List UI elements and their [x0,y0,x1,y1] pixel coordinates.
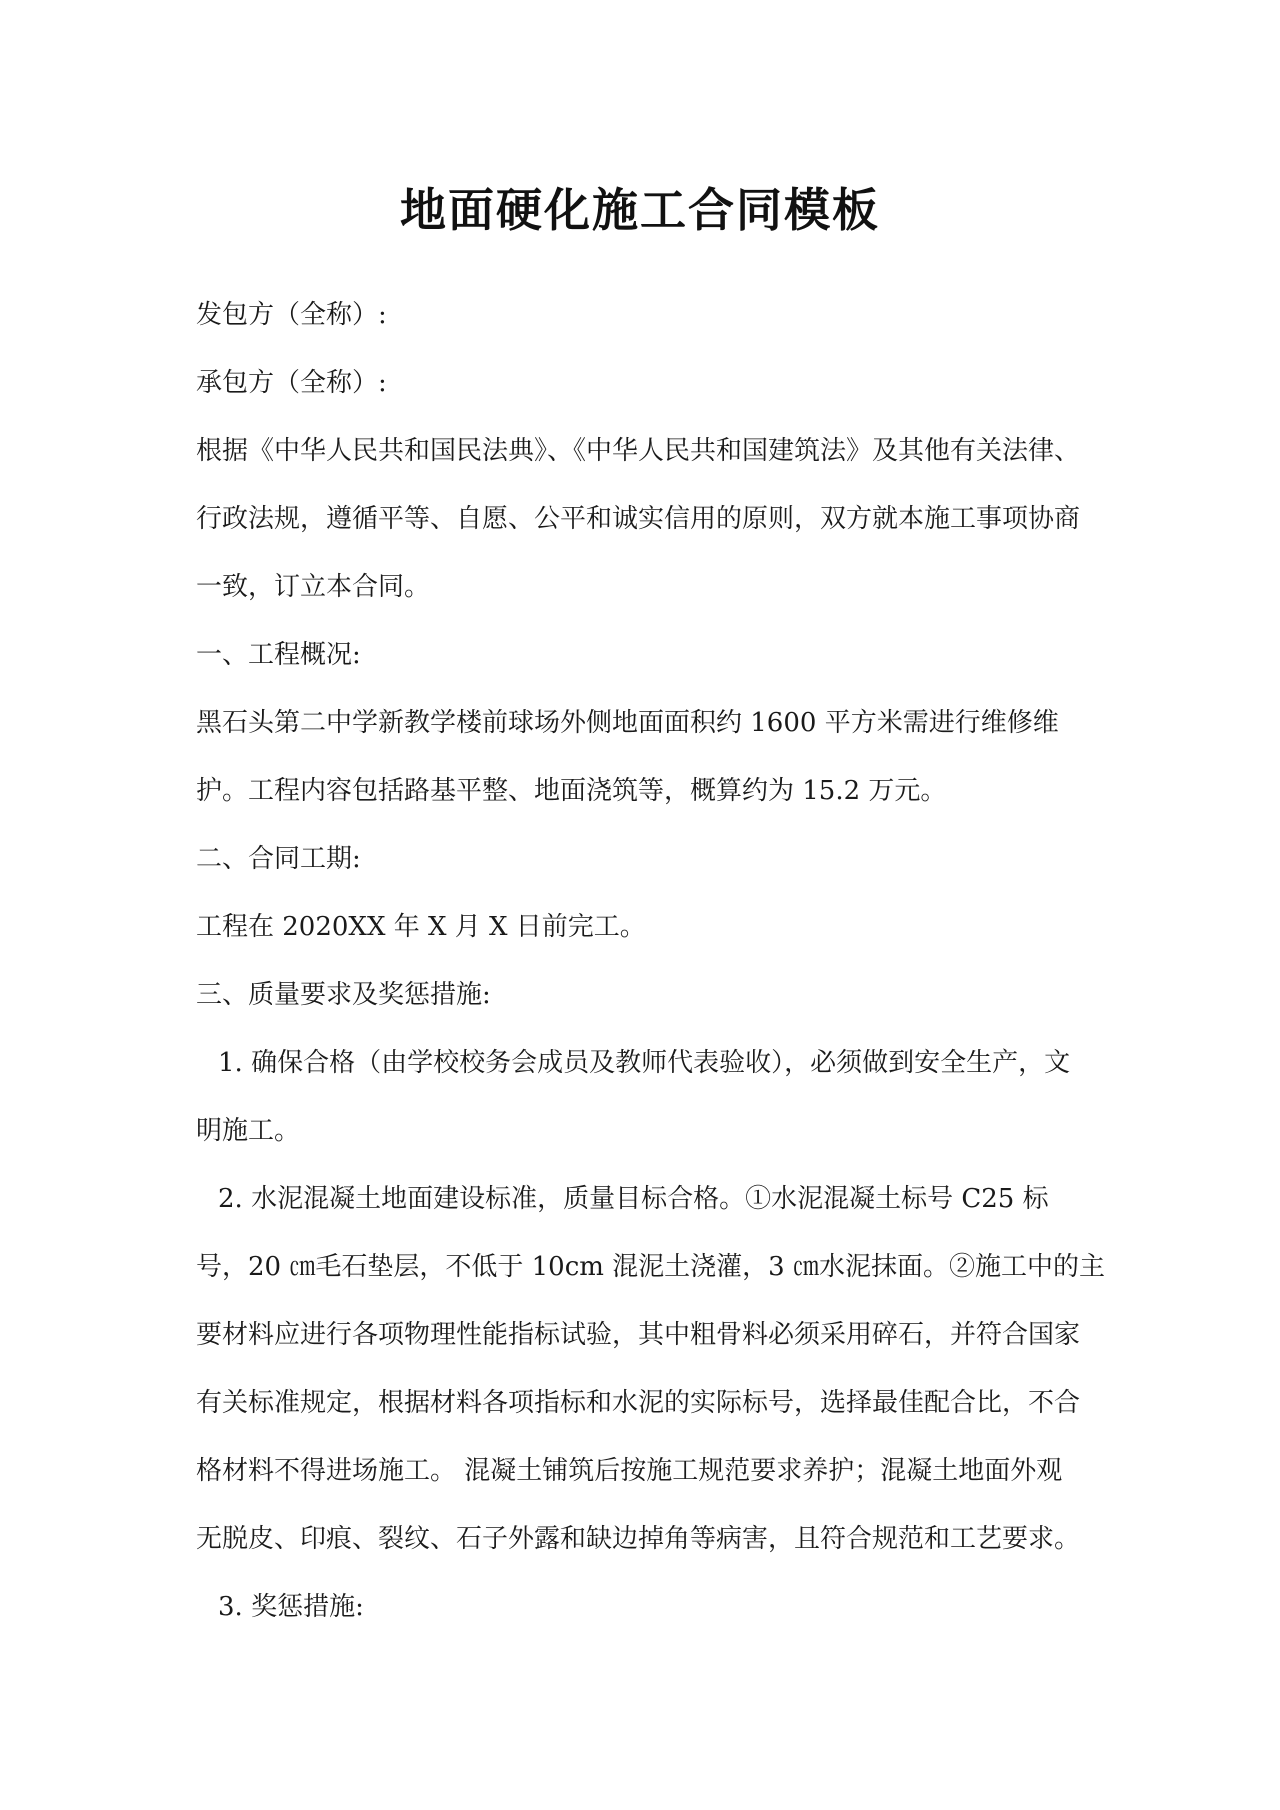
section-heading: 二、合同工期: [196,844,361,874]
list-item: 2. 水泥混凝土地面建设标准，质量目标合格。①水泥混凝土标号 C25 标 [218,1184,1049,1214]
section-heading: 三、质量要求及奖惩措施: [196,980,491,1010]
paragraph-line: 行政法规，遵循平等、自愿、公平和诚实信用的原则，双方就本施工事项协商 [196,504,1081,534]
paragraph-line: 护。工程内容包括路基平整、地面浇筑等，概算约为 15.2 万元。 [196,776,947,806]
paragraph-line: 要材料应进行各项物理性能指标试验，其中粗骨料必须采用碎石，并符合国家 [196,1320,1081,1350]
paragraph-line: 根据《中华人民共和国民法典》、《中华人民共和国建筑法》及其他有关法律、 [196,436,1081,466]
section-heading: 一、工程概况: [196,640,361,670]
paragraph-line: 格材料不得进场施工。 混凝土铺筑后按施工规范要求养护；混凝土地面外观 [196,1456,1063,1486]
paragraph-line: 有关标准规定，根据材料各项指标和水泥的实际标号，选择最佳配合比，不合 [196,1388,1081,1418]
document-title: 地面硬化施工合同模板 [400,183,880,237]
party-b-line: 承包方（全称）: [196,368,387,398]
paragraph-line: 黑石头第二中学新教学楼前球场外侧地面面积约 1600 平方米需进行维修维 [196,708,1059,738]
paragraph-line: 一致，订立本合同。 [196,572,431,602]
paragraph-line: 无脱皮、印痕、裂纹、石子外露和缺边掉角等病害，且符合规范和工艺要求。 [196,1524,1081,1554]
paragraph-line: 工程在 2020XX 年 X 月 X 日前完工。 [196,912,646,942]
party-a-line: 发包方（全称）: [196,300,387,330]
paragraph-line: 号，20 ㎝毛石垫层，不低于 10cm 混泥土浇灌，3 ㎝水泥抹面。②施工中的主 [196,1252,1105,1282]
paragraph-line: 明施工。 [196,1116,301,1146]
list-item: 1. 确保合格（由学校校务会成员及教师代表验收），必须做到安全生产，文 [218,1048,1071,1078]
list-item: 3. 奖惩措施: [218,1592,364,1622]
